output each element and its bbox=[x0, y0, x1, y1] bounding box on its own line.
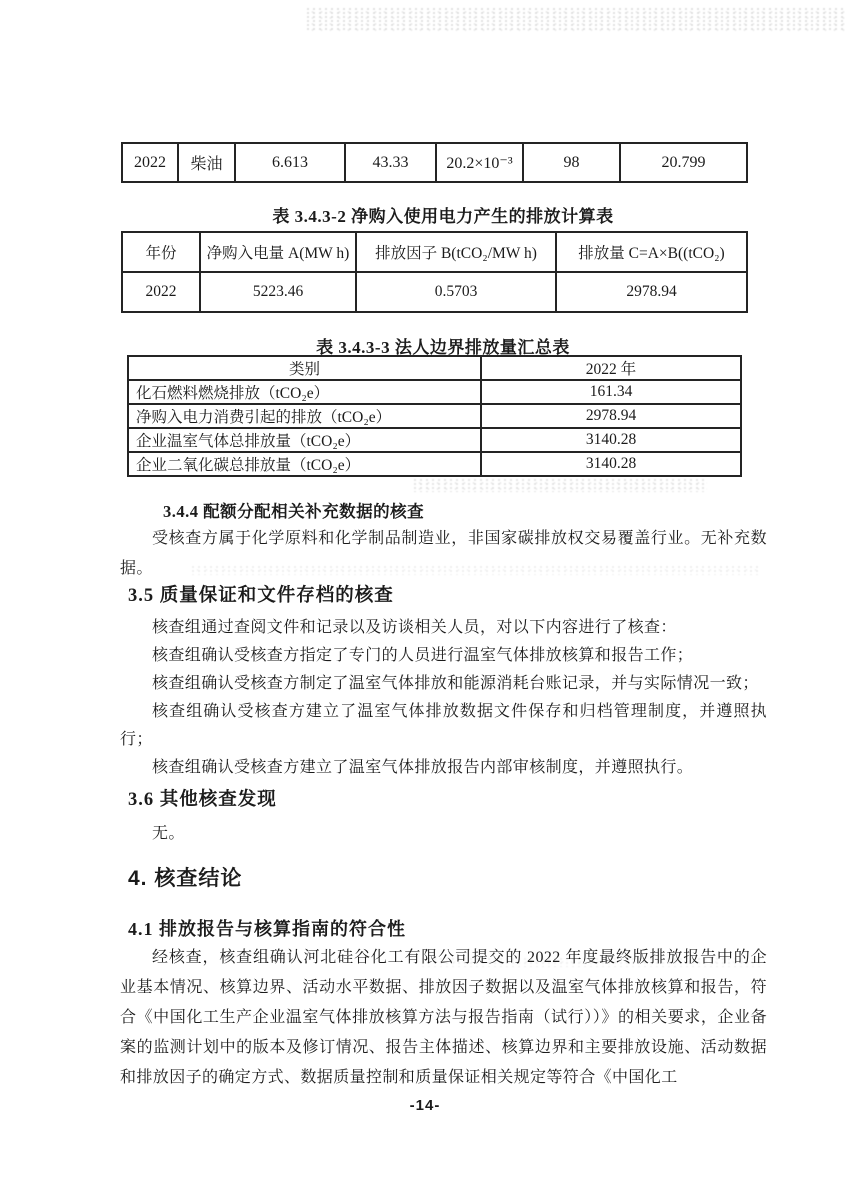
fuel-cell-heat-value: 43.33 bbox=[345, 143, 436, 182]
table-row bbox=[128, 404, 741, 428]
page-number: -14- bbox=[409, 1097, 441, 1114]
fuel-cell-oxidation-rate: 98 bbox=[523, 143, 620, 182]
fuel-cell-carbon-content: 20.2×10⁻³ bbox=[436, 143, 523, 182]
summary-label: 企业二氧化碳总排放量（tCO₂e） bbox=[128, 452, 481, 476]
table-row bbox=[122, 272, 747, 312]
scan-noise-band bbox=[412, 478, 707, 492]
section-344-body: 受核查方属于化学原料和化学制品制造业，非国家碳排放权交易覆盖行业。无补充数据。 bbox=[120, 530, 767, 577]
fuel-cell-emission: 20.799 bbox=[620, 143, 747, 182]
table-header-row bbox=[122, 232, 747, 272]
fuel-cell-fuel-type: 柴油 bbox=[178, 143, 235, 182]
section-36-body: 无。 bbox=[152, 825, 185, 842]
emission-summary-table bbox=[127, 355, 742, 477]
section-35-paragraph: 核查组确认受核查方制定了温室气体排放和能源消耗台账记录，并与实际情况一致； bbox=[152, 675, 759, 692]
summary-value: 3140.28 bbox=[481, 452, 741, 476]
summary-header-category: 类别 bbox=[128, 356, 481, 380]
section-35-paragraph: 核查组确认受核查方建立了温室气体排放报告内部审核制度，并遵照执行。 bbox=[152, 759, 694, 776]
section-4-heading: 4. 核查结论 bbox=[128, 867, 243, 890]
electricity-cell-factor: 0.5703 bbox=[356, 272, 556, 312]
electricity-emission-table bbox=[121, 231, 748, 313]
section-35-paragraph: 核查组确认受核查方建立了温室气体排放数据文件保存和归档管理制度，并遵照执行； bbox=[120, 703, 767, 748]
summary-table-title: 表 3.4.3-3 法人边界排放量汇总表 bbox=[316, 338, 570, 357]
table-row bbox=[122, 143, 747, 182]
electricity-table-title: 表 3.4.3-2 净购入使用电力产生的排放计算表 bbox=[272, 207, 614, 226]
section-35-heading: 3.5 质量保证和文件存档的核查 bbox=[128, 586, 394, 606]
fuel-cell-consumption: 6.613 bbox=[235, 143, 345, 182]
section-35-body bbox=[120, 614, 767, 782]
section-35-paragraph: 核查组确认受核查方指定了专门的人员进行温室气体排放核算和报告工作； bbox=[152, 647, 694, 664]
electricity-cell-year: 2022 bbox=[122, 272, 200, 312]
electricity-cell-quantity: 5223.46 bbox=[200, 272, 356, 312]
section-36-heading: 3.6 其他核查发现 bbox=[128, 790, 277, 810]
electricity-header-emission: 排放量 C=A×B((tCO₂) bbox=[556, 232, 747, 272]
fuel-emission-table bbox=[121, 142, 748, 183]
electricity-cell-emission: 2978.94 bbox=[556, 272, 747, 312]
summary-label: 净购入电力消费引起的排放（tCO₂e） bbox=[128, 404, 481, 428]
summary-header-year: 2022 年 bbox=[481, 356, 741, 380]
summary-value: 161.34 bbox=[481, 380, 741, 404]
table-row bbox=[128, 380, 741, 404]
electricity-header-factor: 排放因子 B(tCO₂/MW h) bbox=[356, 232, 556, 272]
electricity-header-quantity: 净购入电量 A(MW h) bbox=[200, 232, 356, 272]
scan-noise-band bbox=[305, 7, 845, 31]
section-41-body: 经核查，核查组确认河北硅谷化工有限公司提交的 2022 年度最终版排放报告中的企业基本情况、核算边界、活动水平数据、排放因子数据以及温室气体排放核算和报告，符合《中国化工生产企业温室气体排放核算方法与报告指南（试行））》的相关要求，企业备案的监测计划中的版本及修订情况、报告主体描述、核算边界和主要排放设施、活动数据和排放因子的确定方式、数据质量控制和质量保证相关规定等符合《中国化工 bbox=[120, 949, 767, 1086]
table-row bbox=[128, 428, 741, 452]
fuel-cell-year: 2022 bbox=[122, 143, 178, 182]
summary-value: 2978.94 bbox=[481, 404, 741, 428]
summary-value: 3140.28 bbox=[481, 428, 741, 452]
section-41-heading: 4.1 排放报告与核算指南的符合性 bbox=[128, 919, 406, 939]
section-35-paragraph: 核查组通过查阅文件和记录以及访谈相关人员，对以下内容进行了核查： bbox=[152, 619, 677, 636]
summary-label: 化石燃料燃烧排放（tCO₂e） bbox=[128, 380, 481, 404]
table-header-row bbox=[128, 356, 741, 380]
electricity-header-year: 年份 bbox=[122, 232, 200, 272]
summary-label: 企业温室气体总排放量（tCO₂e） bbox=[128, 428, 481, 452]
section-344-heading: 3.4.4 配额分配相关补充数据的核查 bbox=[163, 502, 425, 521]
table-row bbox=[128, 452, 741, 476]
